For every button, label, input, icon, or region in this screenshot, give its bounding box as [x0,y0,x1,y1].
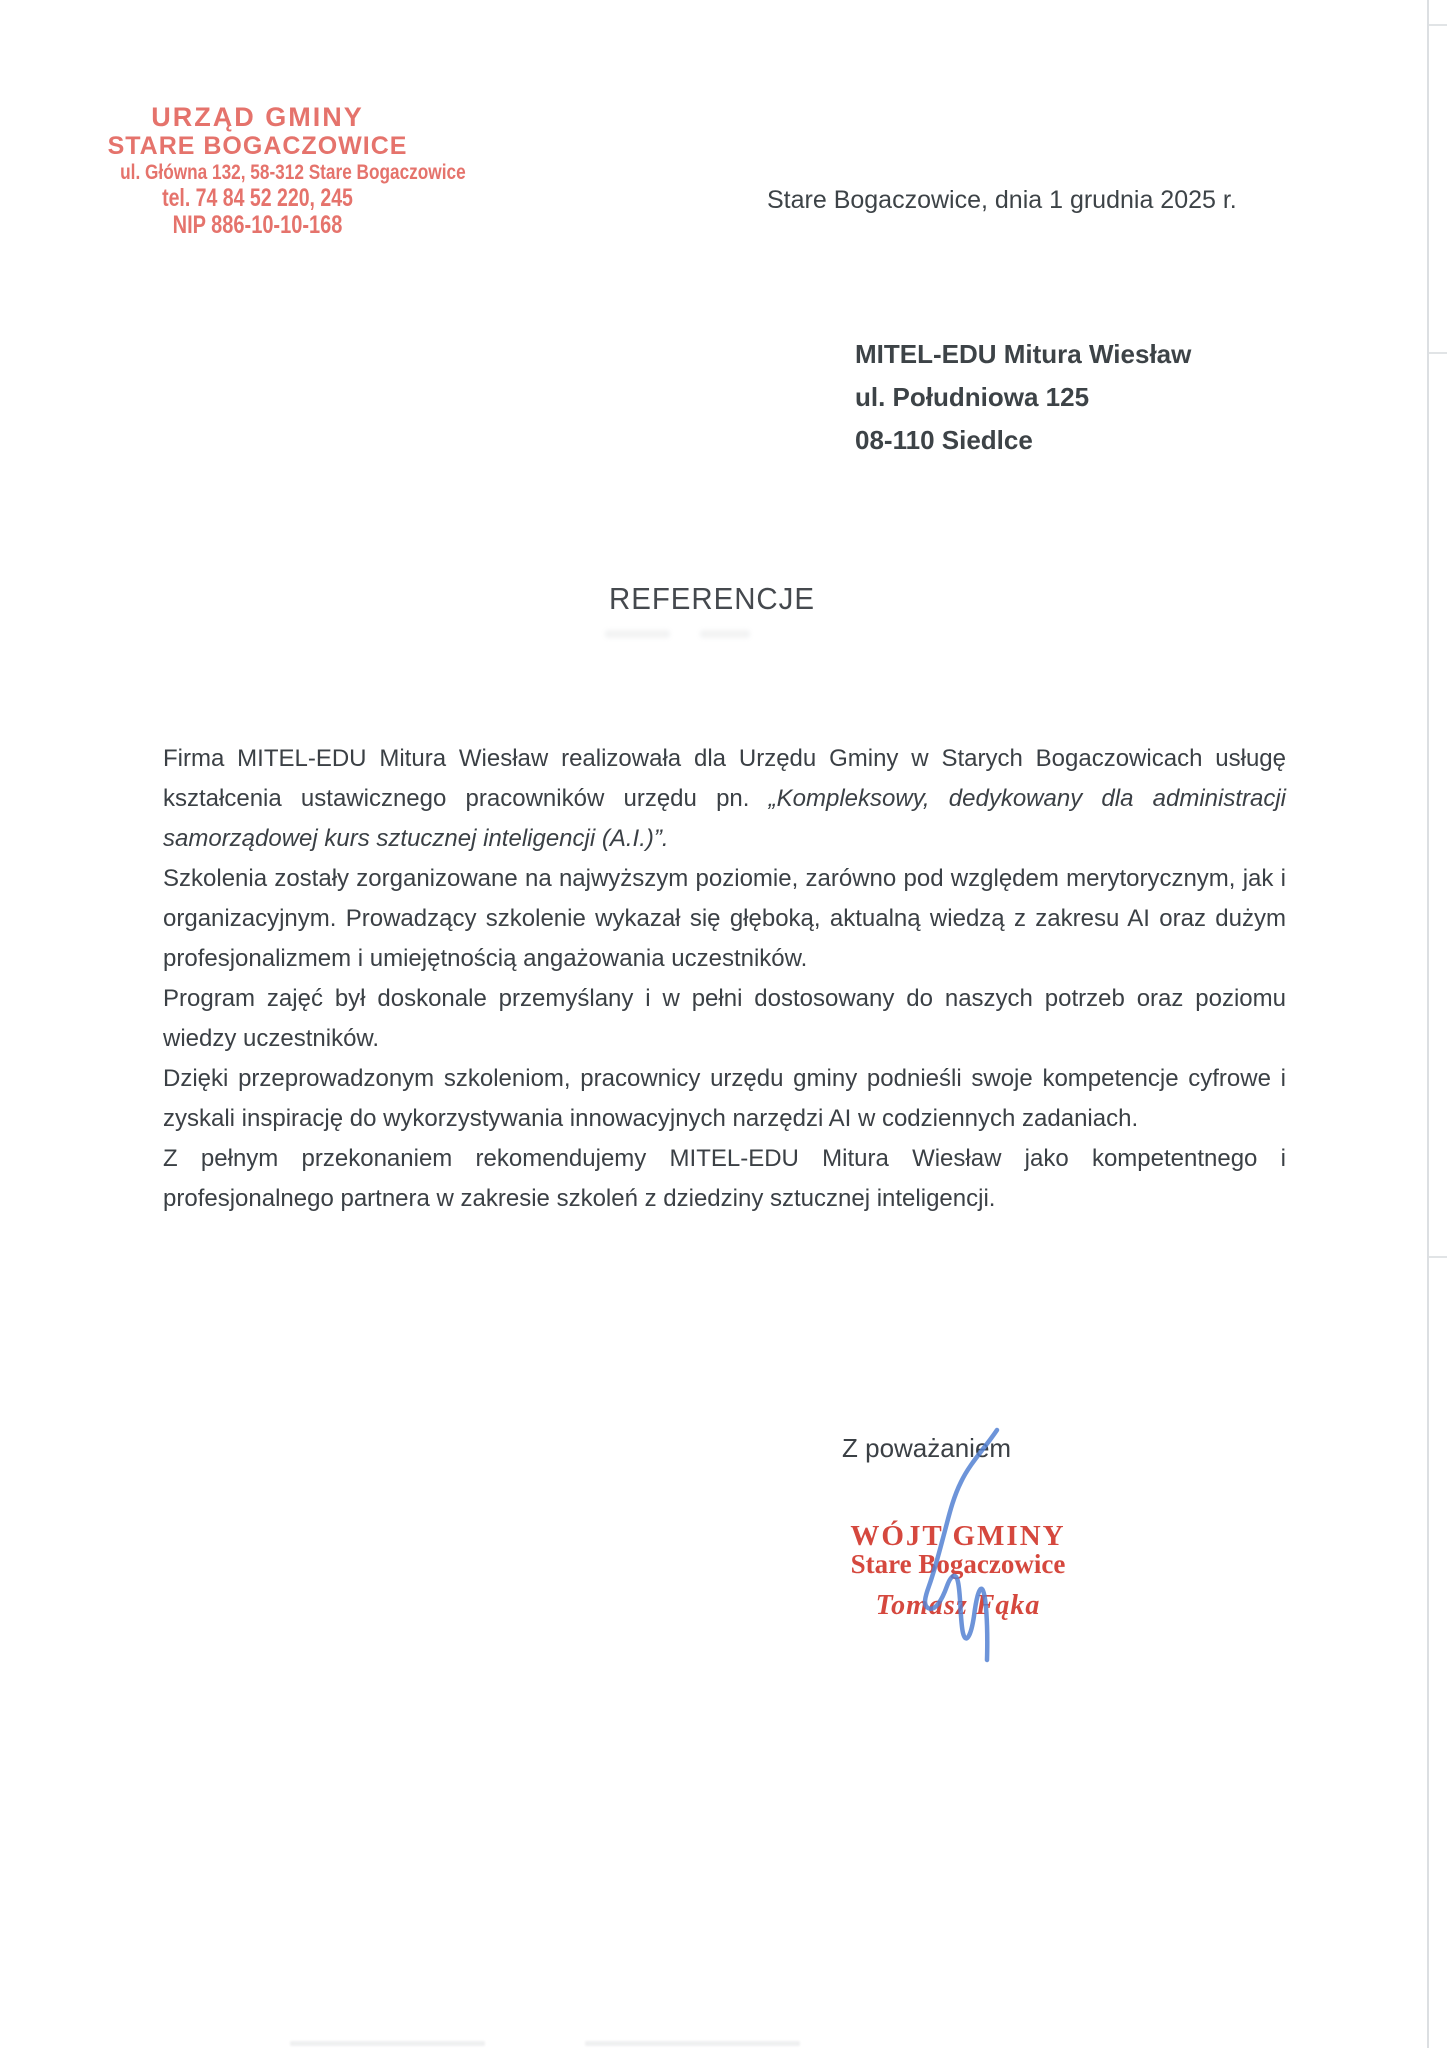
scan-artifact-bottom-text [290,2041,485,2046]
stamp-nip-line: NIP 886-10-10-168 [172,210,343,239]
stamp-phone-line: tel. 74 84 52 220, 245 [162,183,353,212]
scan-artifact-bottom-text [585,2041,800,2046]
stamp-address-line: ul. Główna 132, 58-312 Stare Bogaczowice [120,161,466,185]
closing-salutation: Z poważaniem [842,1433,1012,1463]
recipient-block [855,333,1191,462]
scan-artifact-vertical-line [1427,0,1429,2048]
recipient-street: ul. Południowa 125 [855,382,1090,412]
body-paragraph-2: Szkolenia zostały zorganizowane na najwyższym poziomie, zarówno pod względem merytorycznym, jak i organizacyjnym. Prowadzący szkolenie wykazał się głęboką, aktualną wiedzą z zakresu AI oraz dużym profesjonalizmem i umiejętnością angażowania uczestników. [163,865,1286,972]
body-paragraph-1 [163,739,1286,859]
body-paragraph-3: Program zajęć był doskonale przemyślany i w pełni dostosowany do naszych potrzeb oraz poziomu wiedzy uczestników. [163,985,1286,1052]
recipient-company: MITEL-EDU Mitura Wiesław [855,339,1192,369]
body-paragraph-1-text: Firma MITEL-EDU Mitura Wiesław realizowała dla Urzędu Gminy w Starych Bogaczowicach usługę kształcenia ustawicznego pracowników urzędu pn. [163,745,1286,812]
stamp-office-name: URZĄD GMINY [151,102,364,132]
scan-artifact-title-ghost [700,630,750,638]
body-paragraph-1-course-title: „Kompleksowy, dedykowany dla administracji samorządowej kurs sztucznej inteligencji (A.I.)”. [163,785,1286,852]
scan-artifact-tick [1429,24,1447,26]
signature-stamp [813,1521,1103,1620]
date-line: Stare Bogaczowice, dnia 1 grudnia 2025 r. [767,186,1237,214]
scan-artifact-title-ghost [605,630,670,638]
body-paragraph-4: Dzięki przeprowadzonym szkoleniom, pracownicy urzędu gminy podnieśli swoje kompetencje cyfrowe i zyskali inspirację do wykorzystywania innowacyjnych narzędzi AI w codziennych zadaniach. [163,1065,1286,1132]
office-header-stamp [90,102,466,239]
body-paragraph-5: Z pełnym przekonaniem rekomendujemy MITEL-EDU Mitura Wiesław jako kompetentnego i profesjonalnego partnera w zakresie szkoleń z dziedziny sztucznej inteligencji. [163,1145,1286,1212]
scan-artifact-tick [1429,352,1447,354]
scan-artifact-tick [1429,1256,1447,1258]
recipient-city: 08-110 Siedlce [855,425,1033,455]
stamp-municipality-name: STARE BOGACZOWICE [107,132,408,161]
letter-body [163,739,1286,1219]
mayor-name-line: Tomasz Fąka [875,1589,1041,1621]
mayor-title-line: WÓJT GMINY [850,1520,1066,1552]
document-title: REFERENCJE [609,581,815,616]
municipality-line: Stare Bogaczowice [850,1549,1066,1580]
